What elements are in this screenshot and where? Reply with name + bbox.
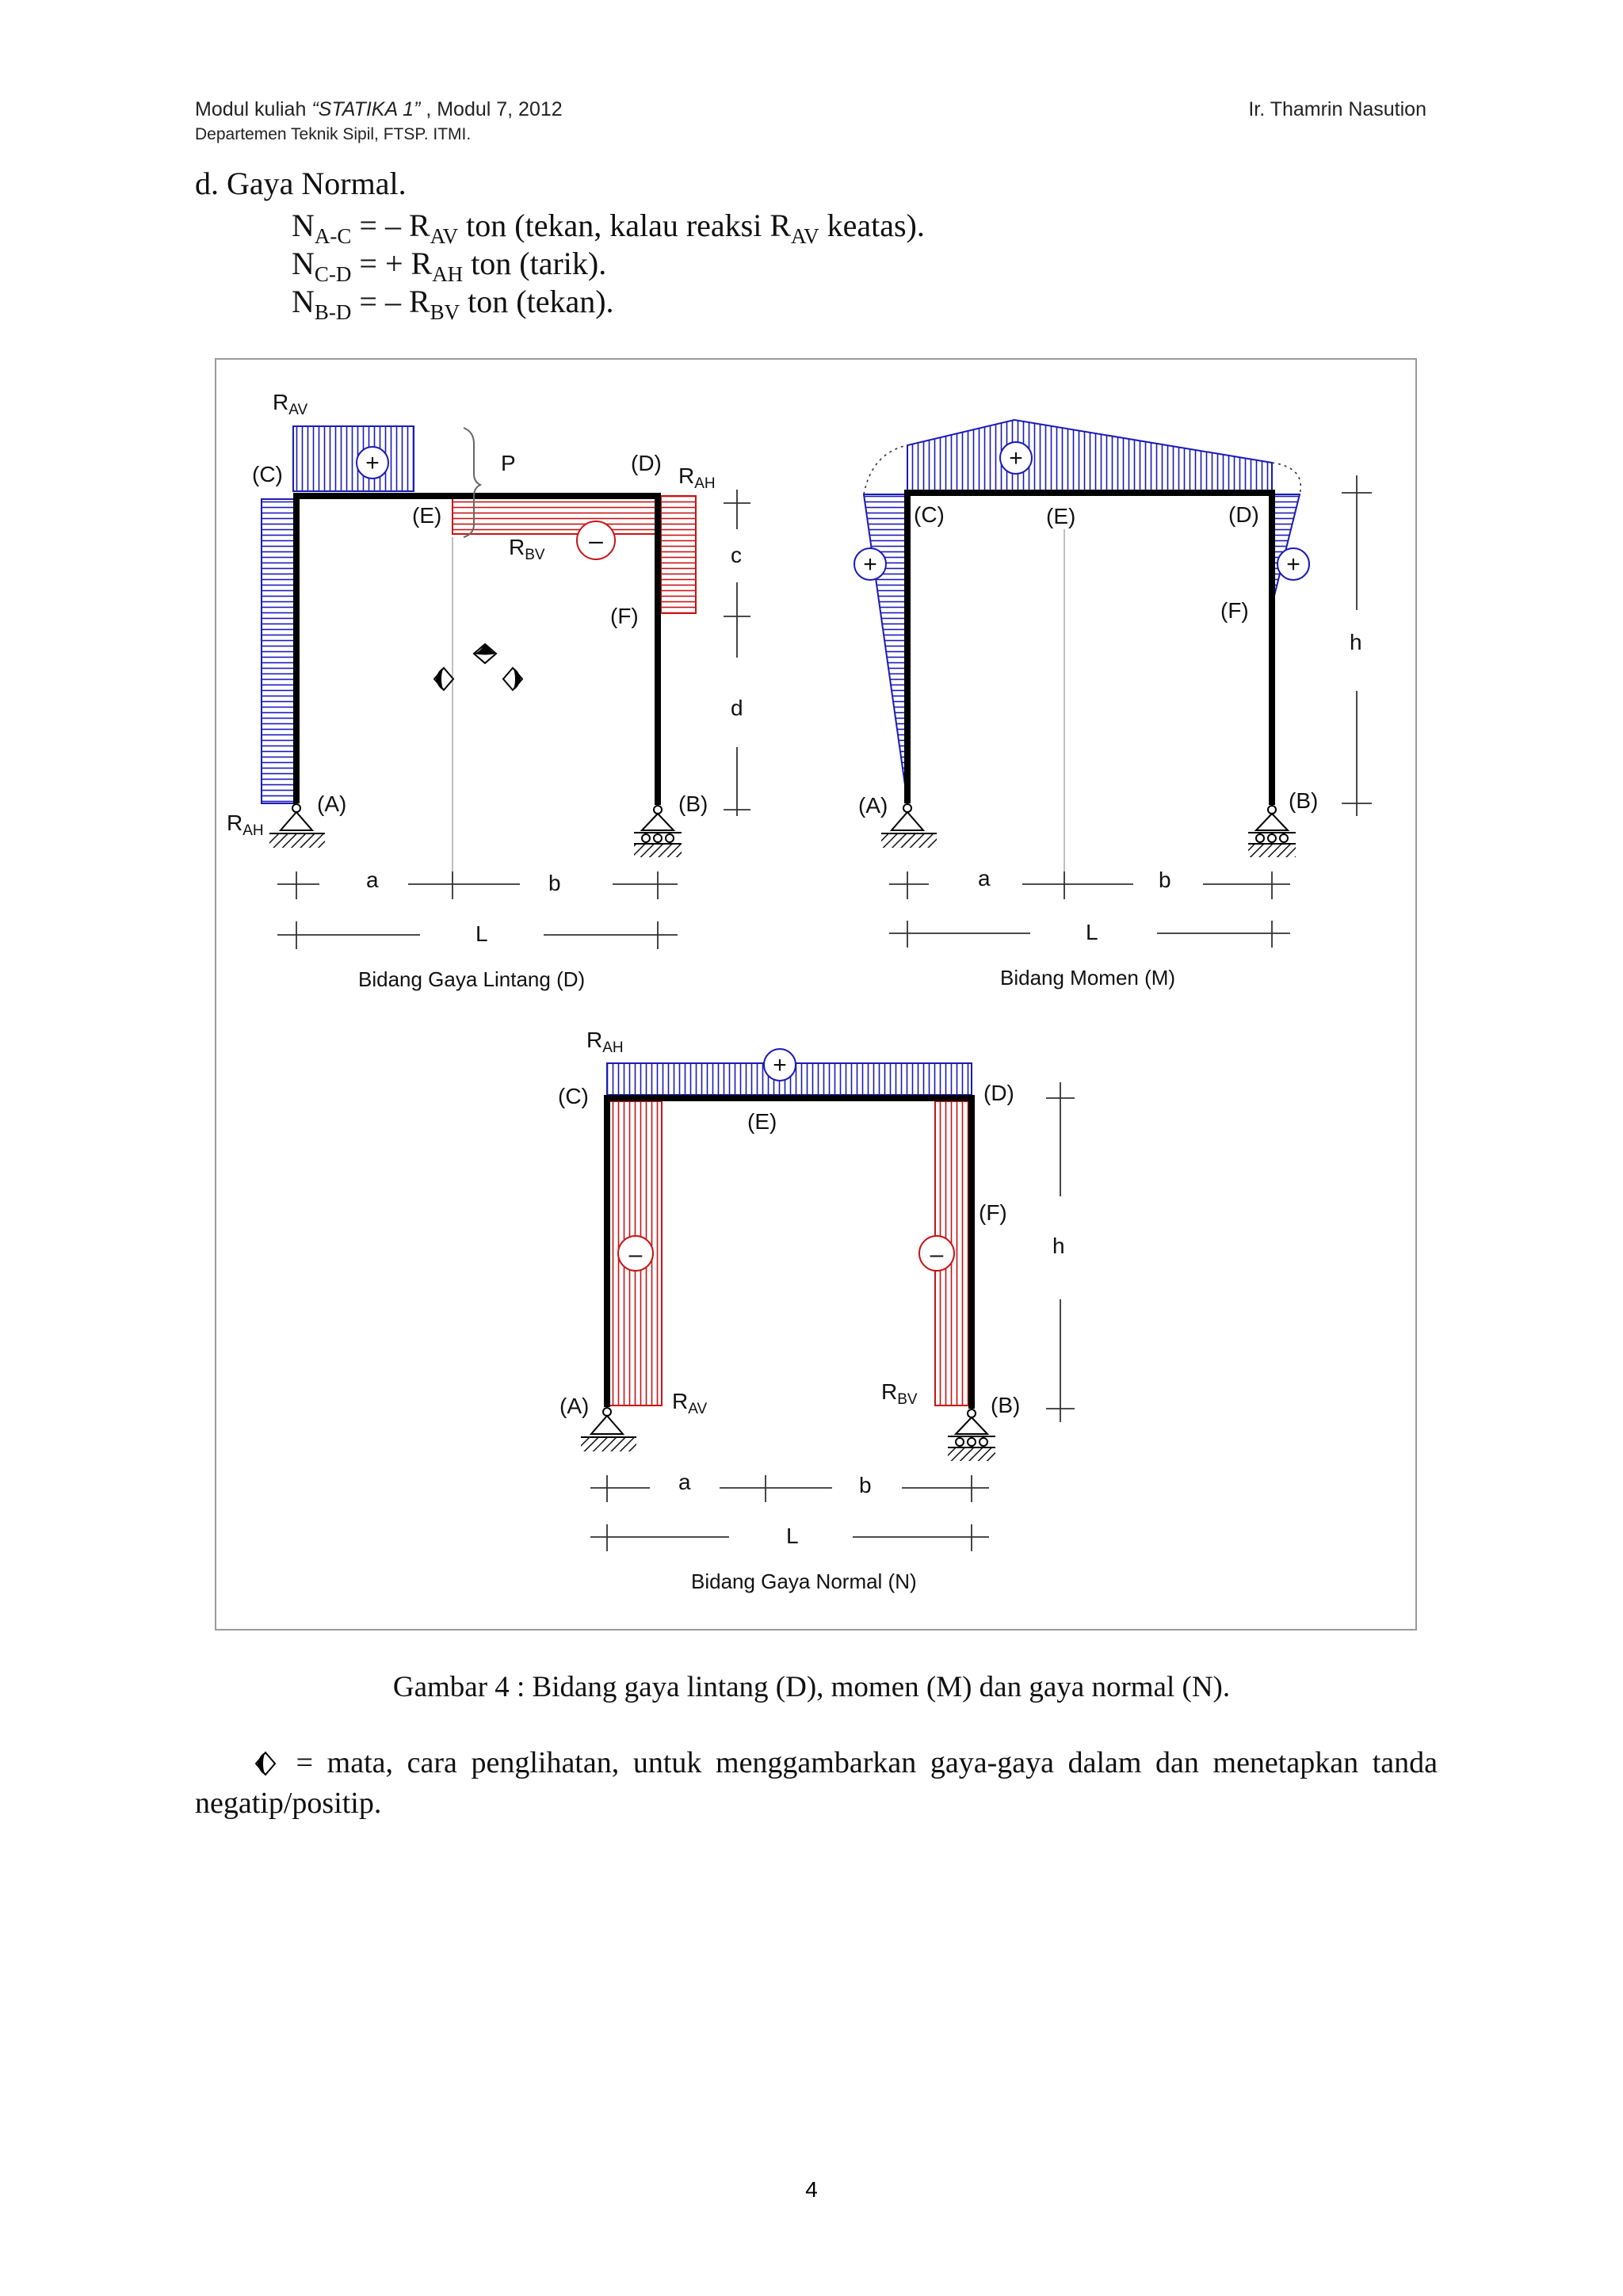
normal-support-b bbox=[948, 1409, 995, 1461]
normal-support-a bbox=[581, 1408, 636, 1451]
shear-label-e: (E) bbox=[412, 503, 442, 528]
section-title: d. Gaya Normal. bbox=[195, 166, 407, 201]
svg-text:–: – bbox=[628, 1241, 643, 1268]
header-department: Departemen Teknik Sipil, FTSP. ITMI. bbox=[195, 125, 472, 143]
shear-label-rbv: $R_{BV}$ bbox=[509, 535, 545, 563]
moment-caption: Bidang Momen (M) bbox=[1000, 966, 1176, 990]
shear-label-a-dim: a bbox=[366, 868, 379, 892]
normal-label-b-dim: b bbox=[859, 1473, 872, 1497]
svg-text:+: + bbox=[863, 551, 877, 578]
svg-text:–: – bbox=[589, 526, 603, 555]
normal-label-e: (E) bbox=[747, 1109, 777, 1134]
svg-text:+: + bbox=[773, 1052, 787, 1078]
shear-dimension-cd bbox=[724, 490, 750, 816]
equation-2: $N_{C-D}$ = + $R_{AH}$ ton (tarik). bbox=[292, 246, 607, 286]
shear-label-rah-top: $R_{AH}$ bbox=[678, 463, 716, 492]
eye-note-text: = mata, cara penglihatan, untuk menggambarkan gaya-gaya dalam dan menetapkan tanda negatip/positip. bbox=[195, 1746, 1438, 1820]
moment-top-area bbox=[907, 420, 1272, 491]
svg-text:+: + bbox=[1286, 551, 1300, 578]
moment-diagram bbox=[854, 420, 1372, 990]
moment-label-b-dim: b bbox=[1159, 868, 1171, 892]
svg-text:+: + bbox=[1009, 445, 1023, 471]
shear-label-l-dim: L bbox=[475, 921, 488, 946]
equation-1: $N_{A-C}$ = – $R_{AV}$ ton (tekan, kalau reaksi $R_{AV}$ keatas). bbox=[292, 208, 925, 248]
page-number: 4 bbox=[805, 2177, 818, 2202]
shear-label-p: P bbox=[501, 451, 516, 475]
shear-label-rah-bottom: $R_{AH}$ bbox=[227, 810, 264, 839]
moment-dotted-left bbox=[864, 445, 907, 494]
normal-diagram bbox=[558, 1028, 1075, 1593]
shear-label-f: (F) bbox=[610, 604, 639, 628]
figure-caption: Gambar 4 : Bidang gaya lintang (D), momen (M) dan gaya normal (N). bbox=[392, 1671, 1231, 1703]
shear-label-a-node: (A) bbox=[317, 791, 347, 816]
normal-label-rav: $R_{AV}$ bbox=[672, 1389, 708, 1417]
eye-icon bbox=[474, 644, 496, 663]
shear-rah-left-strip bbox=[262, 499, 295, 803]
shear-support-b bbox=[634, 806, 682, 857]
eye-icon bbox=[503, 668, 522, 690]
normal-label-l-dim: L bbox=[786, 1524, 799, 1548]
normal-label-b-node: (B) bbox=[991, 1393, 1021, 1417]
shear-label-d: (D) bbox=[631, 451, 662, 475]
eye-note bbox=[195, 1743, 1438, 1824]
moment-label-e: (E) bbox=[1046, 504, 1076, 528]
moment-label-l-dim: L bbox=[1086, 920, 1098, 944]
moment-label-a-dim: a bbox=[978, 866, 991, 891]
moment-label-h: h bbox=[1350, 630, 1362, 654]
eye-icon bbox=[434, 668, 453, 690]
header-course-title: “STATIKA 1” bbox=[311, 98, 421, 120]
svg-text:–: – bbox=[930, 1241, 944, 1268]
moment-support-a bbox=[881, 804, 937, 848]
normal-label-rbv: $R_{BV}$ bbox=[881, 1379, 918, 1408]
eye-icon bbox=[254, 1750, 277, 1777]
shear-label-b-node: (B) bbox=[678, 791, 708, 816]
shear-label-b-dim: b bbox=[548, 871, 561, 895]
shear-label-d-dim: d bbox=[731, 696, 743, 720]
normal-label-h: h bbox=[1052, 1234, 1065, 1258]
moment-support-b bbox=[1248, 806, 1296, 857]
moment-label-c: (C) bbox=[914, 502, 945, 527]
shear-rav-block bbox=[293, 426, 414, 491]
equation-3: $N_{B-D}$ = – $R_{BV}$ ton (tekan). bbox=[292, 284, 614, 324]
svg-text:+: + bbox=[365, 450, 380, 476]
shear-rbv-block bbox=[453, 496, 655, 534]
moment-dotted-right bbox=[1272, 463, 1300, 494]
moment-left-area bbox=[864, 494, 907, 802]
shear-label-c-dim: c bbox=[731, 543, 742, 567]
shear-caption: Bidang Gaya Lintang (D) bbox=[358, 967, 586, 991]
shear-label-rav: $R_{AV}$ bbox=[273, 390, 308, 418]
header-author: Ir. Thamrin Nasution bbox=[1248, 98, 1426, 120]
normal-label-a-node: (A) bbox=[559, 1394, 590, 1418]
normal-label-rah: $R_{AH}$ bbox=[586, 1028, 624, 1056]
normal-label-d: (D) bbox=[983, 1081, 1014, 1105]
shear-diagram bbox=[227, 390, 750, 991]
moment-label-a-node: (A) bbox=[858, 793, 888, 818]
normal-label-a-dim: a bbox=[678, 1470, 691, 1494]
moment-label-d: (D) bbox=[1228, 502, 1259, 527]
moment-label-b-node: (B) bbox=[1289, 788, 1319, 813]
moment-frame bbox=[907, 493, 1272, 805]
shear-label-c: (C) bbox=[252, 462, 283, 486]
shear-rah-right-block bbox=[661, 496, 696, 613]
normal-label-f: (F) bbox=[979, 1200, 1007, 1225]
moment-label-f: (F) bbox=[1220, 598, 1249, 623]
header-course-suffix: , Modul 7, 2012 bbox=[420, 98, 563, 120]
header-course-prefix: Modul kuliah bbox=[195, 98, 312, 120]
normal-caption: Bidang Gaya Normal (N) bbox=[691, 1569, 917, 1593]
normal-label-c: (C) bbox=[558, 1084, 589, 1108]
